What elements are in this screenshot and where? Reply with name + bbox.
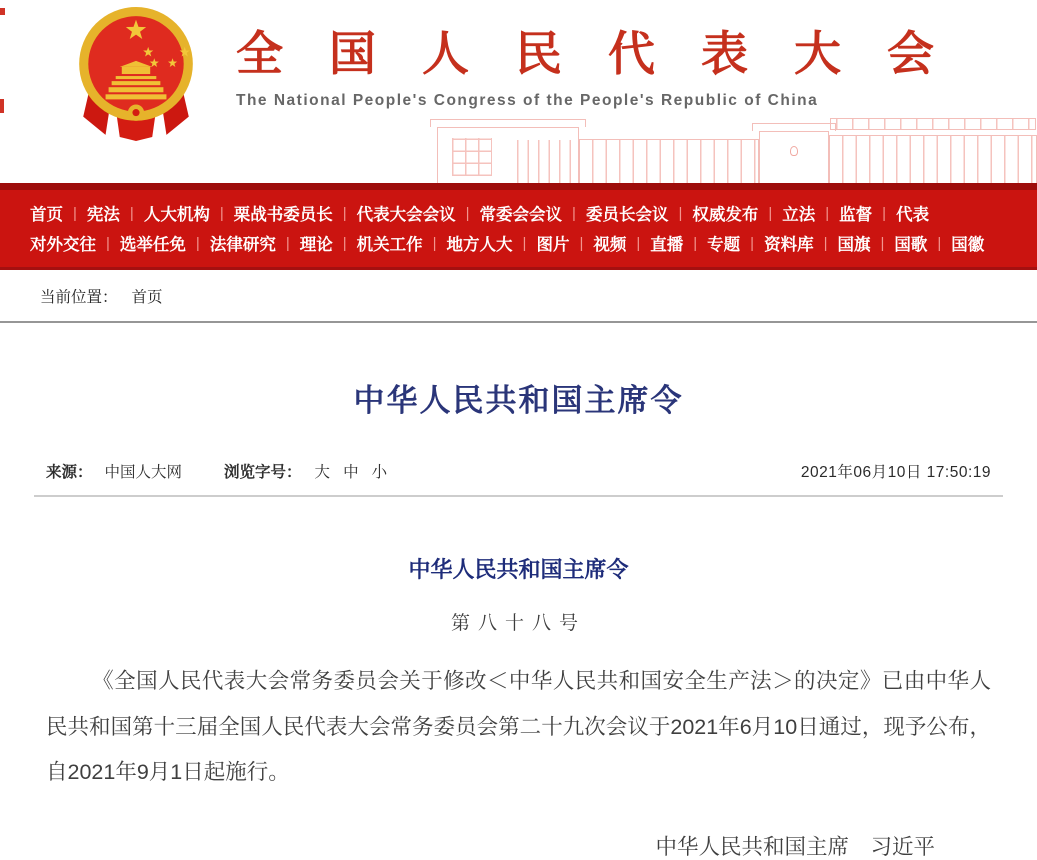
nav-link-1[interactable]: 选举任免 bbox=[119, 236, 186, 254]
nav-link-9[interactable]: 专题 bbox=[707, 236, 741, 254]
separator: | bbox=[678, 204, 683, 222]
separator: | bbox=[129, 204, 134, 222]
separator: | bbox=[522, 234, 527, 252]
separator: | bbox=[768, 204, 773, 222]
decree-number: 第八十八号 bbox=[450, 613, 586, 634]
separator: | bbox=[73, 204, 77, 222]
nav-link-10[interactable]: 代表 bbox=[896, 206, 930, 224]
nav-link-1[interactable]: 宪法 bbox=[86, 206, 120, 224]
decree-title: 中华人民共和国主席令 bbox=[408, 557, 629, 582]
decorative-mark bbox=[0, 8, 5, 15]
great-hall-outline-illustration bbox=[437, 109, 1037, 183]
nav-link-8[interactable]: 直播 bbox=[650, 236, 684, 254]
nav-link-3[interactable]: 栗战书委员长 bbox=[233, 206, 333, 224]
separator: | bbox=[342, 204, 347, 222]
nav-row-2 bbox=[30, 228, 1037, 258]
separator: | bbox=[195, 234, 200, 252]
nav-link-10[interactable]: 资料库 bbox=[764, 236, 814, 254]
separator: | bbox=[106, 234, 110, 252]
nav-link-6[interactable]: 图片 bbox=[536, 236, 570, 254]
source-value: 中国人大网 bbox=[104, 464, 183, 481]
nav-link-2[interactable]: 人大机构 bbox=[143, 206, 210, 224]
nav-link-4[interactable]: 机关工作 bbox=[356, 236, 423, 254]
nav-link-5[interactable]: 常委会会议 bbox=[479, 206, 563, 224]
separator: | bbox=[342, 234, 347, 252]
divider bbox=[0, 321, 1037, 323]
separator: | bbox=[693, 234, 698, 252]
nav-link-0[interactable]: 对外交往 bbox=[30, 236, 96, 254]
separator: | bbox=[880, 234, 885, 252]
breadcrumb-home-link[interactable]: 首页 bbox=[131, 288, 163, 306]
nav-link-3[interactable]: 理论 bbox=[299, 236, 333, 254]
nav-link-12[interactable]: 国歌 bbox=[894, 236, 928, 254]
nav-row-1 bbox=[30, 198, 1037, 228]
decree-signature: 中华人民共和国主席 习近平 bbox=[655, 834, 935, 859]
decree-body: 《全国人民代表大会常务委员会关于修改＜中华人民共和国安全生产法＞的决定》已由中华人民共和国第十三届全国人民代表大会常务委员会第二十九次会议于2021年6月10日通过，现予公布，自2021年9月1日起施行。 bbox=[46, 669, 991, 785]
nav-link-9[interactable]: 监督 bbox=[839, 206, 873, 224]
decorative-mark bbox=[0, 99, 4, 113]
nav-link-8[interactable]: 立法 bbox=[782, 206, 816, 224]
nav-link-13[interactable]: 国徽 bbox=[951, 236, 985, 254]
nav-link-4[interactable]: 代表大会会议 bbox=[356, 206, 456, 224]
separator: | bbox=[579, 234, 584, 252]
font-size-button-2[interactable]: 小 bbox=[371, 464, 388, 481]
nav-link-0[interactable]: 首页 bbox=[30, 206, 63, 224]
separator: | bbox=[823, 234, 828, 252]
separator: | bbox=[432, 234, 437, 252]
article-meta bbox=[46, 460, 991, 482]
nav-link-7[interactable]: 视频 bbox=[593, 236, 627, 254]
separator: | bbox=[572, 204, 576, 222]
nav-link-11[interactable]: 国旗 bbox=[837, 236, 871, 254]
font-size-button-0[interactable]: 大 bbox=[314, 464, 331, 481]
breadcrumb-label: 当前位置： bbox=[40, 288, 118, 306]
divider bbox=[34, 495, 1003, 497]
separator: | bbox=[750, 234, 755, 252]
font-size-label: 浏览字号： bbox=[224, 464, 302, 481]
site-subtitle: The National People's Congress of the People's Republic of China bbox=[236, 91, 819, 109]
breadcrumb bbox=[0, 270, 1037, 321]
source-label: 来源： bbox=[46, 464, 93, 481]
nav-link-5[interactable]: 地方人大 bbox=[446, 236, 513, 254]
separator: | bbox=[636, 234, 641, 252]
nav-link-6[interactable]: 委员长会议 bbox=[585, 206, 669, 224]
site-header bbox=[0, 0, 1037, 183]
site-title: 全国人民代表大会 bbox=[236, 27, 980, 80]
page-title: 中华人民共和国主席令 bbox=[353, 383, 684, 418]
masthead bbox=[236, 28, 980, 110]
separator: | bbox=[937, 234, 942, 252]
prc-national-emblem-icon bbox=[74, 5, 198, 141]
separator: | bbox=[219, 204, 224, 222]
font-size-switcher bbox=[302, 460, 388, 482]
publish-datetime: 2021年06月10日 17:50:19 bbox=[800, 464, 991, 481]
separator: | bbox=[465, 204, 470, 222]
nav-link-7[interactable]: 权威发布 bbox=[692, 206, 759, 224]
font-size-button-1[interactable]: 中 bbox=[343, 464, 359, 481]
separator: | bbox=[825, 204, 830, 222]
main-navigation bbox=[0, 183, 1037, 270]
separator: | bbox=[882, 204, 887, 222]
nav-link-2[interactable]: 法律研究 bbox=[209, 236, 276, 254]
separator: | bbox=[285, 234, 290, 252]
